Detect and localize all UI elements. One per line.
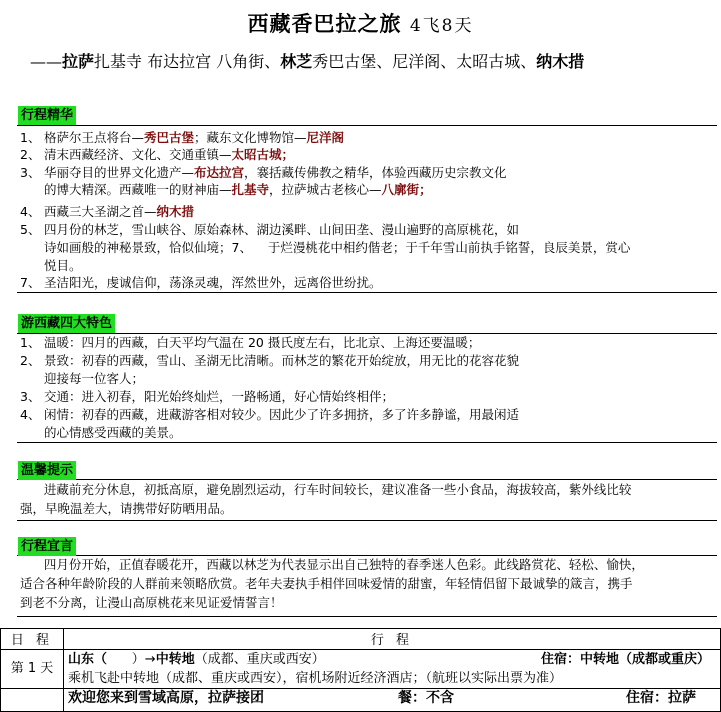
item-text: 西藏三大圣湖之首—: [44, 204, 157, 219]
title-main: 西藏香巴拉之旅: [247, 11, 402, 36]
highlights-heading: 行程精华: [18, 106, 76, 125]
item-text: 圣洁阳光，虔诚信仰，荡涤灵魂，浑然世外，远离俗世纷扰。: [44, 275, 382, 290]
highlight-term: ；: [281, 147, 295, 162]
highlight-term: 扎基寺: [231, 182, 270, 197]
feature-item: [20, 370, 144, 387]
item-number: 5、: [20, 222, 41, 237]
highlight-term: 太昭古城: [231, 147, 282, 162]
item-number: 1、: [20, 130, 41, 145]
item-text: ，拉萨城古老核心—: [269, 182, 382, 197]
route-line-1: [68, 689, 716, 708]
subtitle-part: 纳木措: [536, 52, 585, 71]
route-cell: [64, 650, 721, 689]
item-number: 2、: [20, 353, 41, 368]
suitable-line: 到老不分离，让漫山高原桃花来见证爱情誓言！: [20, 595, 283, 610]
itinerary-row: [1, 689, 721, 712]
item-text: 景致：初春的西藏，雪山、圣湖无比清晰。而林芝的繁花开始绽放，用无比的花容花貌: [44, 353, 520, 368]
highlight-item: [20, 129, 344, 146]
highlight-item: [20, 146, 294, 163]
subtitle-dash: ——: [30, 52, 62, 71]
tips-line: 强，早晚温差大，请携带好防晒用品。: [20, 501, 233, 516]
item-text: 四月份的林芝，雪山峡谷、原始森林、湖边溪畔、山间田垄、漫山遍野的高原桃花，如: [44, 222, 520, 237]
highlight-term: 秀巴古堡: [144, 130, 195, 145]
route-origin: 山东（: [68, 652, 108, 667]
item-number: 4、: [20, 407, 41, 422]
item-number: 3、: [20, 165, 41, 180]
item-text: 温暖：四月的西藏，白天平均气温在 20 摄氏度左右，比北京、上海还要温暖；: [44, 335, 481, 350]
highlight-item: [20, 181, 432, 198]
item-text: 格萨尔王点将台—: [44, 130, 145, 145]
route-transit-note: （成都、重庆或西安）: [194, 652, 325, 667]
highlight-item: [20, 164, 507, 181]
route-line-1: [68, 650, 716, 669]
itinerary-row: [1, 650, 721, 689]
features-heading: 游西藏四大特色: [18, 314, 115, 333]
highlight-term: 纳木措: [156, 204, 195, 219]
col-route-header: 行 程: [64, 629, 721, 650]
item-text: 清末西藏经济、文化、交通重镇—: [44, 147, 232, 162]
highlight-item: [20, 274, 382, 291]
item-number: 1、: [20, 335, 41, 350]
item-number: 3、: [20, 389, 41, 404]
suitable-heading: 行程宜言: [18, 537, 76, 556]
route-subtitle: [30, 49, 721, 72]
subtitle-part: 林芝: [280, 52, 313, 71]
itinerary-table: [0, 628, 721, 712]
stay-info: 住宿：拉萨: [626, 690, 696, 706]
item-number: 4、: [20, 204, 41, 219]
suitable-text: [20, 555, 710, 612]
item-number: 2、: [20, 147, 41, 162]
feature-item: [20, 388, 394, 405]
highlight-term: ；: [419, 182, 432, 197]
highlight-item: [20, 239, 630, 256]
tips-heading: 温馨提示: [18, 461, 76, 480]
stay-label: 住宿：中转地: [540, 652, 619, 667]
feature-item: [20, 424, 182, 441]
highlight-term: 八廓街: [381, 182, 420, 197]
item-text: 华丽夺目的世界文化遗产—: [44, 165, 195, 180]
col-day-header: 日 程: [1, 629, 64, 650]
item-text: 迎接每一位客人；: [44, 371, 145, 386]
stay-note: （成都或重庆）: [618, 652, 710, 667]
welcome-text: 欢迎您来到雪域高原，拉萨接团: [68, 690, 264, 706]
subtitle-part: 扎基寺 布达拉宫 八角街、: [94, 52, 281, 71]
stay-info: [541, 650, 710, 669]
meal-info: 餐：不含: [398, 690, 454, 706]
route-cell: [64, 689, 721, 712]
itinerary-header-row: [1, 629, 721, 650]
tips-line: 进藏前充分休息，初抵高原，避免剧烈运动，行车时间较长，建议准备一些小食品，海拔较高，紫外线比较: [20, 482, 632, 497]
highlight-item: [20, 257, 82, 274]
item-text: 闲情：初春的西藏，进藏游客相对较少。因此少了许多拥挤，多了许多静谧，用最闲适: [44, 407, 520, 422]
item-text: 交通：进入初春，阳光始终灿烂，一路畅通，好心情始终相伴；: [44, 389, 395, 404]
item-text: 悦目。: [44, 258, 82, 273]
route-arrow: ）→: [107, 652, 156, 667]
item-number: 7、: [20, 275, 41, 290]
highlight-item: [20, 203, 194, 220]
subtitle-part: 拉萨: [62, 52, 95, 71]
highlight-term: 布达拉宫: [194, 165, 245, 180]
suitable-line: 适合各种年龄阶段的人群前来领略欣赏。老年夫妻执手相伴回味爱情的甜蜜，年轻情侣留下最诚挚的箴言，携手: [20, 576, 633, 591]
subtitle-part: 秀巴古堡、尼洋阁、太昭古城、: [312, 52, 537, 71]
item-text: 的博大精深。西藏唯一的财神庙—: [44, 182, 232, 197]
subtitle-parts: [62, 52, 584, 71]
route-transit: 中转地: [155, 652, 195, 667]
feature-item: [20, 406, 519, 423]
highlight-item: [20, 221, 519, 238]
item-text: 的心情感受西藏的美景。: [44, 425, 182, 440]
item-text: 诗如画般的神秘景致，恰似仙境；7、 于烂漫桃花中相约偕老；于千年雪山前执手铭誓，良辰美景，赏心: [44, 240, 631, 255]
suitable-line: 四月份开始，正值春暖花开，西藏以林芝为代表显示出自己独特的春季迷人色彩。此线路赏花、轻松、愉快，: [20, 557, 644, 572]
item-text: ；藏东文化博物馆—: [194, 130, 307, 145]
tips-text: [20, 480, 710, 518]
route-line-2: 乘机飞赴中转地（成都、重庆或西安），宿机场附近经济酒店；（航班以实际出票为准）: [68, 671, 563, 686]
day-cell: [1, 689, 64, 712]
page-title: [0, 8, 721, 38]
item-text: ，褰括藏传佛教之精华，体验西藏历史宗教文化: [244, 165, 507, 180]
title-days: 4飞8天: [409, 16, 474, 36]
feature-item: [20, 334, 480, 351]
day-cell: 第 1 天: [1, 650, 64, 689]
highlight-term: 尼洋阁: [306, 130, 345, 145]
feature-item: [20, 352, 519, 369]
